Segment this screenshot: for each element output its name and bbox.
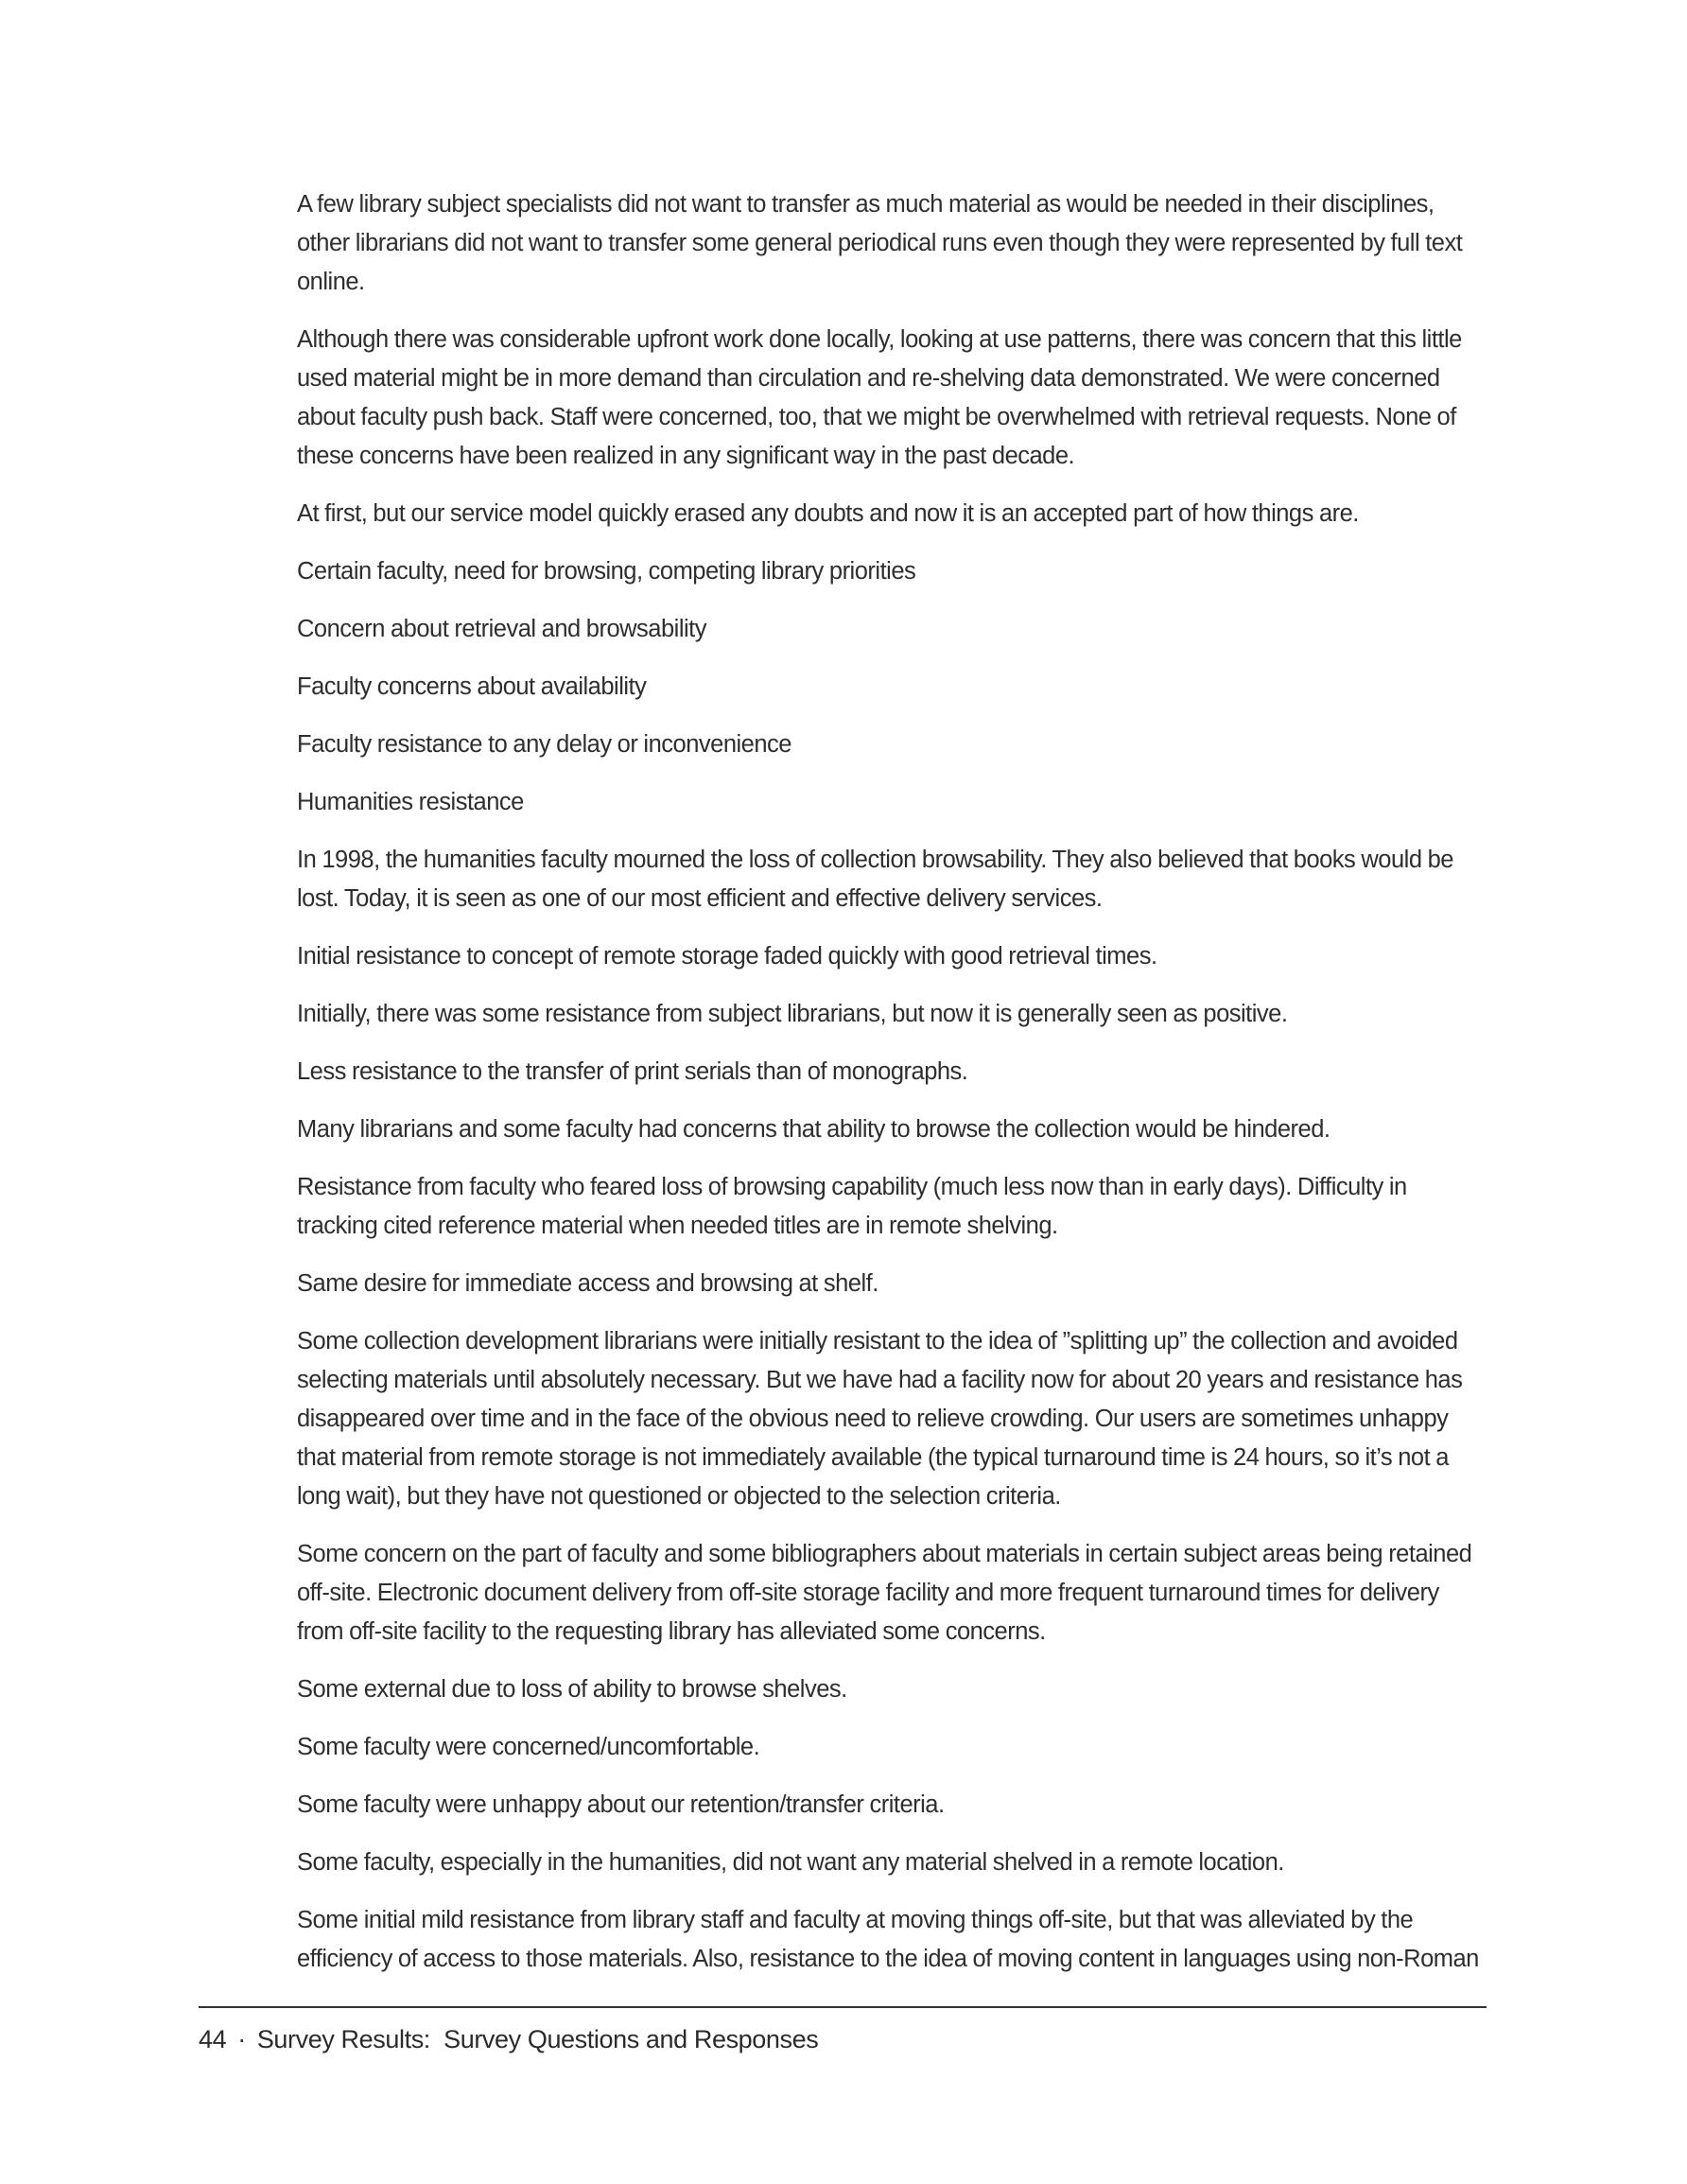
response-paragraph: Same desire for immediate access and browsing at shelf. [297,1270,878,1297]
response-paragraph: Certain faculty, need for browsing, competing library priorities [297,558,916,585]
page-footer [199,2022,818,2056]
response-paragraph: Some concern on the part of faculty and some bibliographers about materials in certain subject areas being retained off-site. Electronic document delivery from off-site storage facility and more frequent turnaround times for delivery from off-site facility to the requesting library has alleviated some concerns. [297,1541,1472,1645]
response-paragraph: At first, but our service model quickly erased any doubts and now it is an accepted part of how things are. [297,500,1359,527]
footer-title: Survey Questions and Responses [443,2025,819,2053]
response-paragraph: Concern about retrieval and browsability [297,616,706,642]
response-paragraph: Initially, there was some resistance from subject librarians, but now it is generally seen as positive. [297,1001,1288,1027]
response-paragraph: Faculty resistance to any delay or inconvenience [297,731,791,758]
response-paragraph: Some faculty, especially in the humanities, did not want any material shelved in a remote location. [297,1849,1284,1876]
response-paragraph: In 1998, the humanities faculty mourned the loss of collection browsability. They also believed that books would be lost. Today, it is seen as one of our most efficient and effective delivery services. [297,847,1453,912]
response-paragraph: Less resistance to the transfer of print serials than of monographs. [297,1058,968,1085]
response-paragraph: Humanities resistance [297,789,524,815]
response-paragraph: Some collection development librarians were initially resistant to the idea of ”splitting up” the collection and avoided selecting materials until absolutely necessary. But we have had a facility now for about 20 years and resistance has disappeared over time and in the face of the obvious need to relieve crowding. Our users are sometimes unhappy that material from remote storage is not immediately available (the typical turnaround time is 24 hours, so it’s not a long wait), but they have not questioned or objected to the selection criteria. [297,1328,1463,1510]
response-paragraph: A few library subject specialists did not want to transfer as much material as would be needed in their disciplines, other librarians did not want to transfer some general periodical runs even though they were represented by full text online. [297,191,1463,295]
response-paragraph: Initial resistance to concept of remote storage faded quickly with good retrieval times. [297,943,1157,970]
response-paragraph: Some initial mild resistance from library staff and faculty at moving things off-site, but that was alleviated by the efficiency of access to those materials. Also, resistance to the idea of moving content in languages using non-Roman [297,1907,1479,1972]
response-paragraph: Many librarians and some faculty had concerns that ability to browse the collection would be hindered. [297,1116,1330,1143]
footer-section: Survey Results: [256,2025,430,2053]
response-paragraph: Some faculty were concerned/uncomfortable. [297,1734,760,1760]
page-number: 44 [199,2025,227,2053]
footer-divider [199,2006,1487,2008]
footer-separator: · [237,2025,246,2053]
response-paragraph: Although there was considerable upfront work done locally, looking at use patterns, there was concern that this little used material might be in more demand than circulation and re-shelving data demonstrated. We were concerned about faculty push back. Staff were concerned, too, that we might be overwhelmed with retrieval requests. None of these concerns have been realized in any significant way in the past decade. [297,326,1462,469]
response-paragraph: Resistance from faculty who feared loss of browsing capability (much less now than in early days). Difficulty in tracking cited reference material when needed titles are in remote shelving. [297,1174,1407,1239]
response-paragraph: Some external due to loss of ability to browse shelves. [297,1676,847,1703]
response-paragraph: Faculty concerns about availability [297,673,647,700]
survey-responses-text [297,185,1479,1998]
response-paragraph: Some faculty were unhappy about our retention/transfer criteria. [297,1791,945,1818]
